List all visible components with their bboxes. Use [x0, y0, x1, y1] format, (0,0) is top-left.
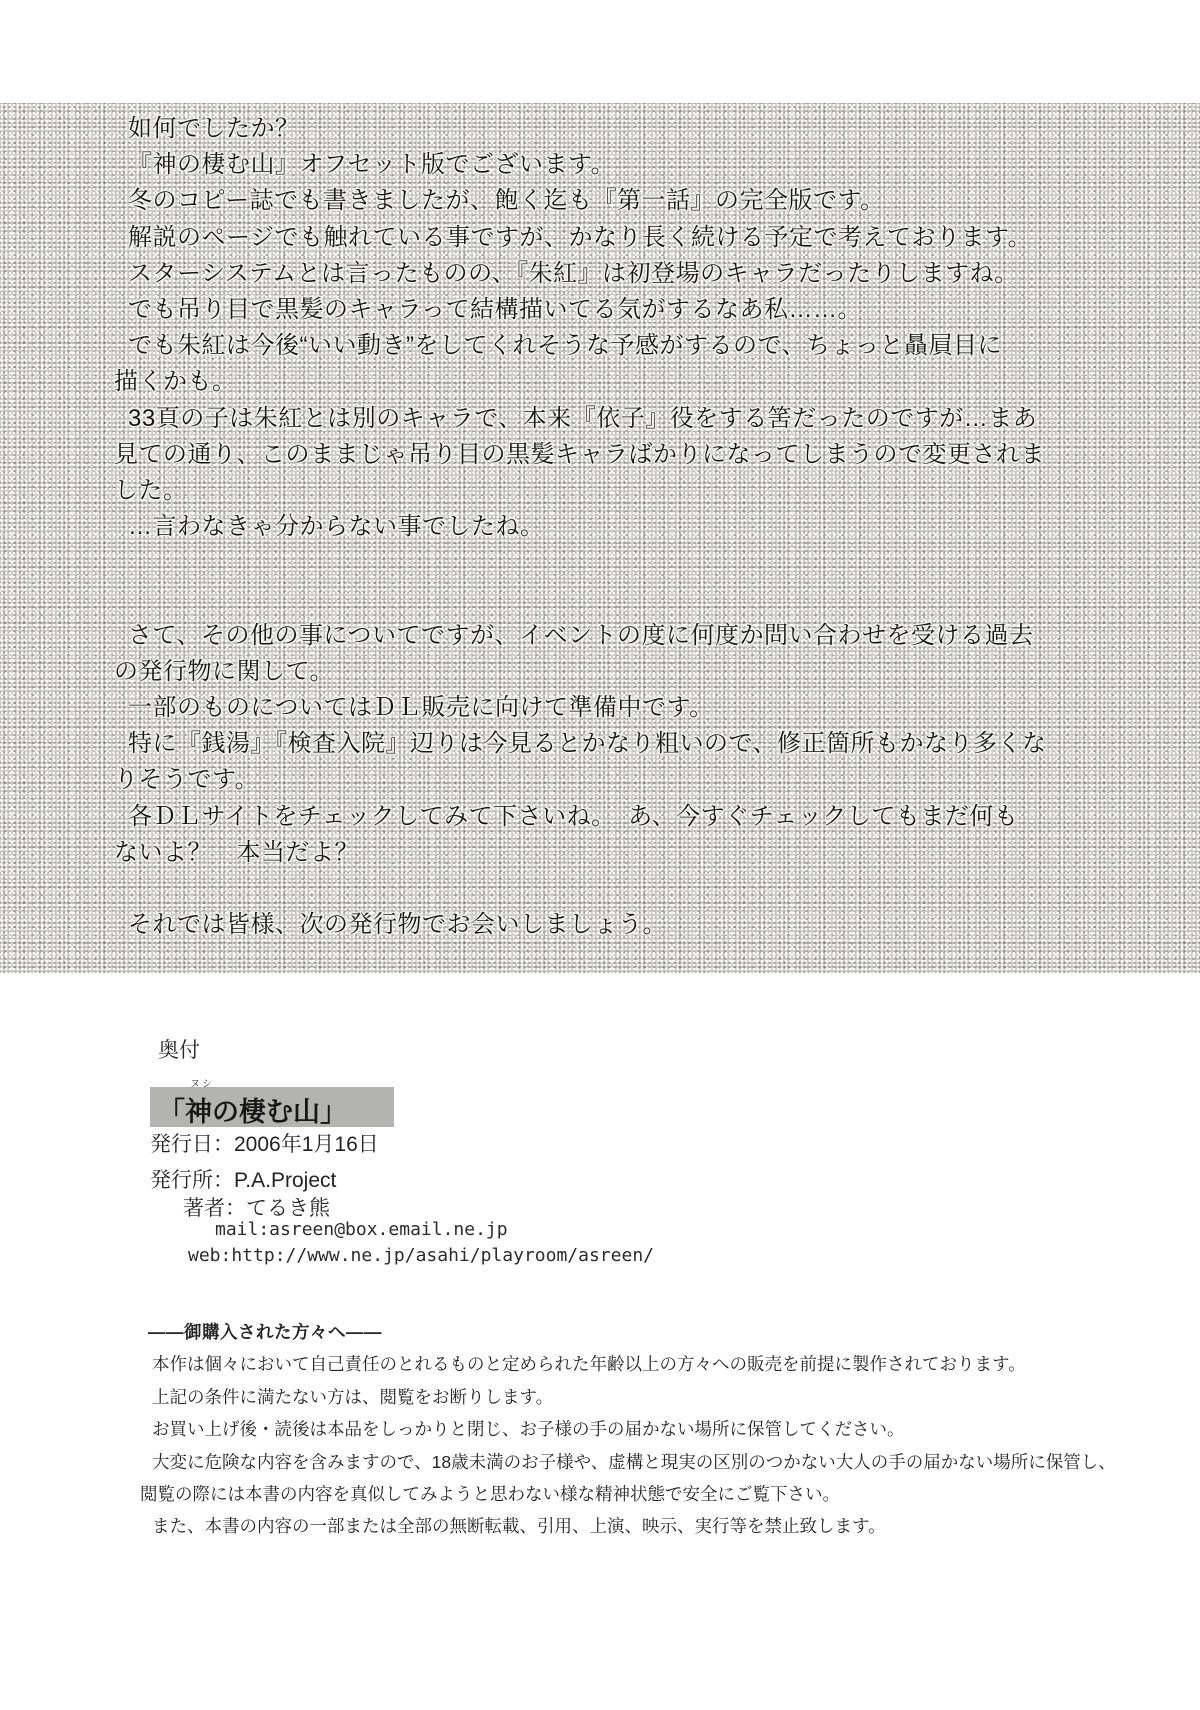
colophon-heading: 奥付: [158, 1039, 200, 1062]
purchase-notice-line: 大変に危険な内容を含みますので、18歳未満のお子様や、虚構と現実の区別のつかない大人の手の届かない場所に保管し、: [152, 1451, 1116, 1472]
afterword-line: 解説のページでも触れている事ですが、かなり長く続ける予定で考えております。: [128, 223, 1033, 251]
book-title-rest: の棲む山」: [212, 1097, 347, 1127]
afterword-line: 描くかも。: [114, 368, 237, 396]
afterword-line: 『神の棲む山』オフセット版でございます。: [128, 151, 616, 179]
purchase-notice-line: 上記の条件に満たない方は、閲覧をお断りします。: [152, 1386, 554, 1407]
book-title-highlight: [150, 1079, 394, 1127]
afterword-line: でも吊り目で黒髪のキャラって結構描いてる気がするなあ私……。: [128, 295, 863, 323]
purchase-notice-line: お買い上げ後・読後は本品をしっかりと閉じ、お子様の手の届かない場所に保管してください。: [152, 1419, 905, 1440]
afterword-line: それでは皆様、次の発行物でお会いしましょう。: [128, 911, 667, 939]
book-title-open-bracket: 「: [158, 1097, 185, 1127]
publisher: 発行所：P.A.Project: [150, 1169, 337, 1192]
afterword-line: 見ての通り、このままじゃ吊り目の黒髪キャラばかりになってしまうので変更されま: [114, 440, 1045, 468]
purchase-notice-lines: [140, 1348, 1180, 1542]
afterword-line: 冬のコピー誌でも書きましたが、飽く迄も『第一話』の完全版です。: [128, 187, 885, 215]
purchase-notice-line: また、本書の内容の一部または全部の無断転載、引用、上演、映示、実行等を禁止致します。: [152, 1516, 886, 1537]
afterword-line: [114, 871, 1184, 907]
afterword-line: 各ＤＬサイトをチェックしてみて下さいね。 あ、今すぐチェックしてもまだ何も: [128, 802, 1019, 830]
author-mail: mail:asreen@box.email.ne.jp: [215, 1219, 508, 1240]
afterword-line: …言わなきゃ分からない事でしたね。: [128, 513, 545, 541]
book-title-furigana: ヌシ: [190, 1079, 214, 1090]
afterword-line: スターシステムとは言ったものの、『朱紅』は初登場のキャラだったりしますね。: [128, 259, 1019, 287]
afterword-line: [114, 545, 1184, 581]
afterword-line: りそうです。: [114, 766, 260, 794]
purchase-notice: [140, 1316, 1180, 1543]
afterword-line: でも朱紅は今後“いい動き”をしてくれそうな予感がするので、ちょっと贔屓目に: [128, 332, 1003, 360]
afterword-line: 如何でしたか？: [128, 115, 300, 142]
afterword-line: 一部のものについてはＤＬ販売に向けて準備中です。: [128, 694, 714, 721]
purchase-notice-line: 本作は個々において自己責任のとれるものと定められた年齢以上の方々への販売を前提に製作されております。: [152, 1354, 1026, 1375]
purchase-notice-line: 閲覧の際には本書の内容を真似してみようと思わない様な精神状態で安全にご覧下さい。: [140, 1483, 840, 1504]
afterword-line: 特に『銭湯』『検査入院』辺りは今見るとかなり粗いので、修正箇所もかなり多くな: [128, 730, 1047, 758]
afterword-line: さて、その他の事についてですが、イベントの度に何度か問い合わせを受ける過去: [128, 621, 1034, 649]
afterword-line: ないよ？ 本当だよ？: [114, 838, 359, 866]
afterword-text: [114, 111, 1184, 943]
afterword-line: した。: [114, 476, 188, 504]
afterword-line: [114, 581, 1184, 617]
afterword-line: の発行物に関して。: [114, 657, 335, 685]
purchase-notice-heading: ――御購入された方々へ――: [148, 1322, 382, 1342]
book-title-base: 神: [185, 1097, 212, 1127]
afterword-line: 33頁の子は朱紅とは別のキャラで、本来『依子』役をする筈だったのですが…まあ: [128, 404, 1038, 432]
author: 著者：てるき熊: [183, 1197, 330, 1220]
author-website: web:http://www.ne.jp/asahi/playroom/asreen/: [188, 1245, 654, 1266]
issue-date: 発行日：2006年1月16日: [150, 1133, 379, 1156]
